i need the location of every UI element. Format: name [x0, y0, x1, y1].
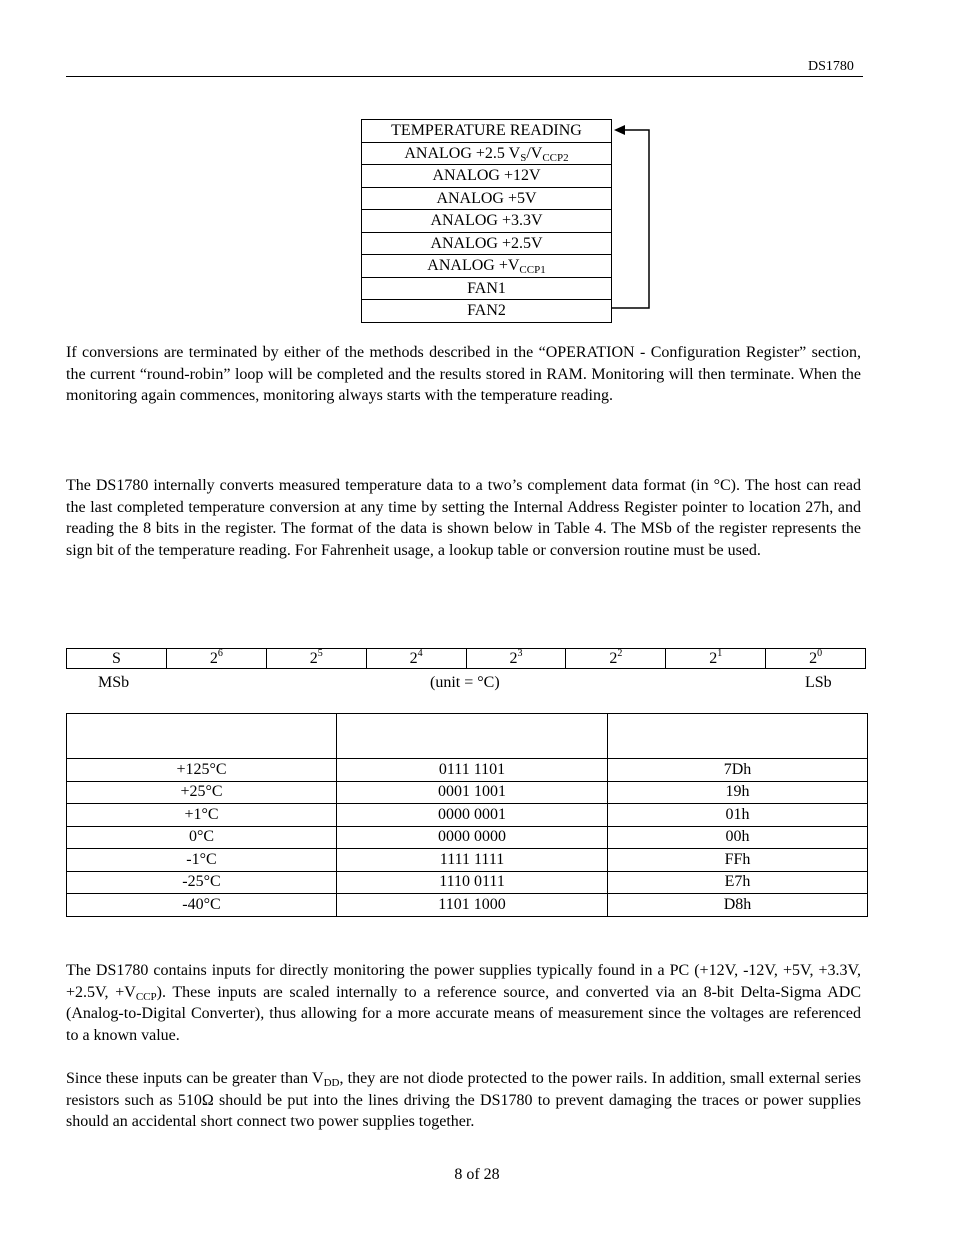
loop-arrow-icon: [612, 122, 656, 312]
rr-item: TEMPERATURE READING: [362, 120, 612, 143]
bit-cell: $2^2$: [566, 649, 666, 669]
bit-cell: $2^0$: [766, 649, 866, 669]
msb-label: MSb: [98, 674, 130, 691]
table-row: [67, 849, 868, 872]
temperature-cell: +25°C: [67, 781, 337, 804]
binary-cell: 1110 0111: [337, 871, 608, 894]
hex-cell: FFh: [608, 849, 868, 872]
binary-cell: 0111 1101: [337, 759, 608, 782]
bit-cell: $2^1$: [666, 649, 766, 669]
hex-cell: 00h: [608, 826, 868, 849]
table-header-row: [67, 714, 868, 759]
lsb-label: LSb: [805, 674, 832, 691]
table-row: [67, 804, 868, 827]
bit-cell: $2^3$: [466, 649, 566, 669]
rr-item: FAN1: [362, 277, 612, 300]
temperature-cell: -25°C: [67, 871, 337, 894]
paragraph-protection: Since these inputs can be greater than $V_{DD}$, they are not diode protected to the power rails. In addition, small external series resistors such as 510Ω should be put into the lines driving the DS1780 to prevent damaging the traces or power supplies should an accidental short connect two power supplies together.: [66, 1070, 862, 1130]
hex-cell: D8h: [608, 894, 868, 917]
header-rule: [66, 76, 863, 77]
round-robin-sequence: [361, 119, 612, 323]
binary-cell: 0000 0001: [337, 804, 608, 827]
table-row: [67, 826, 868, 849]
temperature-cell: +1°C: [67, 804, 337, 827]
rr-item: FAN2: [362, 300, 612, 323]
table-row: [67, 894, 868, 917]
hex-cell: 7Dh: [608, 759, 868, 782]
hex-cell: 01h: [608, 804, 868, 827]
rr-item: ANALOG $+V_{CCP1}$: [362, 255, 612, 278]
table-row: [67, 759, 868, 782]
table-row: [67, 781, 868, 804]
header-cell: [608, 714, 868, 759]
hex-cell: 19h: [608, 781, 868, 804]
rr-item: ANALOG +12V: [362, 165, 612, 188]
rr-item: ANALOG +3.3V: [362, 210, 612, 233]
paragraph-temperature: The DS1780 internally converts measured temperature data to a two’s complement data format (in °C). The host can read the last completed temperature conversion at any time by setting the Internal Address Register pointer to location 27h, and reading the 8 bits in the register. The format of the data is shown below in Table 4. The MSb of the register represents the sign bit of the temperature reading. For Fahrenheit usage, a lookup table or conversion routine must be used.: [66, 477, 861, 559]
temperature-cell: -40°C: [67, 894, 337, 917]
binary-cell: 1101 1000: [337, 894, 608, 917]
hex-cell: E7h: [608, 871, 868, 894]
binary-cell: 1111 1111: [337, 849, 608, 872]
temperature-bit-format: [66, 648, 866, 669]
binary-cell: 0000 0000: [337, 826, 608, 849]
bit-cell: S: [67, 649, 167, 669]
document-code: DS1780: [808, 59, 854, 74]
bit-cell: $2^5$: [266, 649, 366, 669]
rr-item: ANALOG +5V: [362, 187, 612, 210]
bit-cell: $2^4$: [366, 649, 466, 669]
paragraph-roundrobin: If conversions are terminated by either of the methods described in the “OPERATION - Configuration Register” section, the current “round-robin” loop will be completed and the results stored in RAM. Monitoring will then terminate. When the monitoring again commences, monitoring always starts with the temperature reading.: [66, 344, 861, 404]
rr-item: ANALOG +2.5V: [362, 232, 612, 255]
unit-label: (unit = °C): [430, 674, 500, 691]
temperature-cell: -1°C: [67, 849, 337, 872]
rr-item: ANALOG +2.5 $V_S/V_{CCP2}$: [362, 142, 612, 165]
header-cell: [337, 714, 608, 759]
paragraph-voltage-inputs: The DS1780 contains inputs for directly monitoring the power supplies typically found in a PC (+12V, -12V, +5V, +3.3V, +2.5V, $+V_{CCP}$). These inputs are scaled internally to a reference source, and converted via an 8-bit Delta-Sigma ADC (Analog-to-Digital Converter), thus allowing for a more accurate means of measurement since the voltages are referenced to a known value.: [66, 962, 862, 1044]
temperature-cell: 0°C: [67, 826, 337, 849]
table-row: [67, 871, 868, 894]
header-cell: [67, 714, 337, 759]
binary-cell: 0001 1001: [337, 781, 608, 804]
temperature-data-table: [66, 713, 868, 917]
page-number: 8 of 28: [454, 1166, 500, 1183]
bit-cell: $2^6$: [166, 649, 266, 669]
temperature-cell: +125°C: [67, 759, 337, 782]
